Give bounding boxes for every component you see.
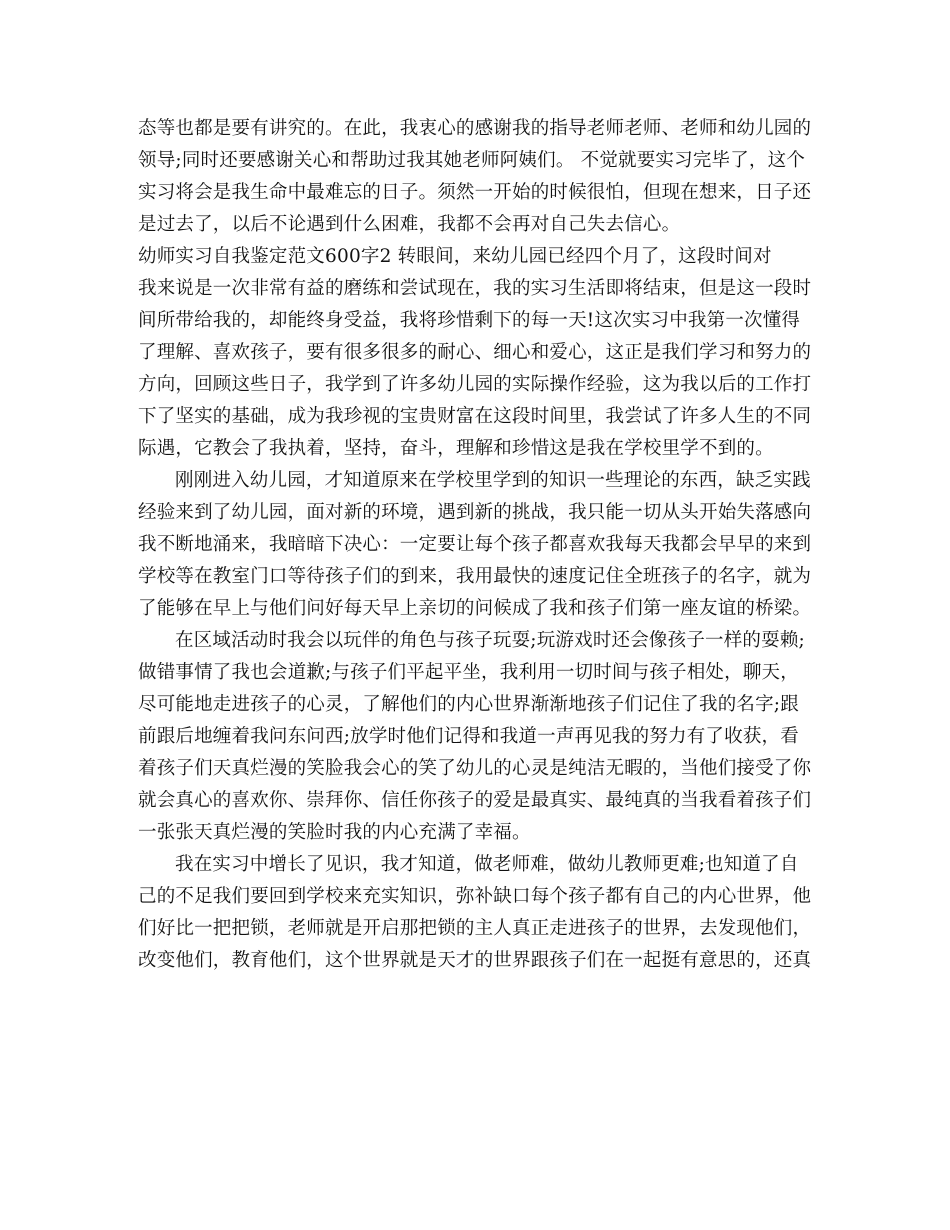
text-line: 己的不足我们要回到学校来充实知识，弥补缺口每个孩子都有自己的内心世界，他 bbox=[138, 886, 812, 907]
text-line: 在区域活动时我会以玩伴的角色与孩子玩耍;玩游戏时还会像孩子一样的耍赖; bbox=[175, 630, 805, 651]
paragraph-5 bbox=[138, 849, 814, 977]
text-line: 了理解、喜欢孩子，要有很多很多的耐心、细心和爱心，这正是我们学习和努力的 bbox=[138, 342, 812, 363]
paragraph-2 bbox=[138, 241, 814, 465]
text-line: 尽可能地走进孩子的心灵，了解他们的内心世界渐渐地孩子们记住了我的名字;跟 bbox=[138, 694, 799, 715]
text-line: 学校等在教室门口等待孩子们的到来，我用最快的速度记住全班孩子的名字，就为 bbox=[138, 566, 812, 587]
text-line: 际遇，它教会了我执着，坚持，奋斗，理解和珍惜这是我在学校里学不到的。 bbox=[138, 438, 774, 459]
text-line: 我不断地涌来，我暗暗下决心：一定要让每个孩子都喜欢我每天我都会早早的来到 bbox=[138, 534, 812, 555]
paragraph-3 bbox=[138, 465, 814, 625]
text-line: 领导;同时还要感谢关心和帮助过我其她老师阿姨们。 不觉就要实习完毕了，这个 bbox=[138, 150, 806, 171]
text-line: 经验来到了幼儿园，面对新的环境，遇到新的挑战，我只能一切从头开始失落感向 bbox=[138, 502, 812, 523]
text-line: 是过去了，以后不论遇到什么困难，我都不会再对自己失去信心。 bbox=[138, 214, 681, 235]
text-line: 着孩子们天真烂漫的笑脸我会心的笑了幼儿的心灵是纯洁无暇的，当他们接受了你 bbox=[138, 758, 812, 779]
text-line: 方向，回顾这些日子，我学到了许多幼儿园的实际操作经验，这为我以后的工作打 bbox=[138, 374, 812, 395]
text-line: 刚刚进入幼儿园，才知道原来在学校里学到的知识一些理论的东西，缺乏实践 bbox=[175, 470, 811, 491]
text-line: 我来说是一次非常有益的磨练和尝试现在，我的实习生活即将结束，但是这一段时 bbox=[138, 278, 812, 299]
text-line: 前跟后地缠着我问东问西;放学时他们记得和我道一声再见我的努力有了收获，看 bbox=[138, 726, 799, 747]
text-line: 们好比一把把锁，老师就是开启那把锁的主人真正走进孩子的世界，去发现他们， bbox=[138, 918, 812, 939]
section-title-line: 幼师实习自我鉴定范文600字2 转眼间，来幼儿园已经四个月了，这段时间对 bbox=[138, 246, 772, 267]
text-line: 态等也都是要有讲究的。在此，我衷心的感谢我的指导老师老师、老师和幼儿园的 bbox=[138, 118, 812, 139]
text-line: 做错事情了我也会道歉;与孩子们平起平坐，我利用一切时间与孩子相处，聊天， bbox=[138, 662, 799, 683]
text-line: 一张张天真烂漫的笑脸时我的内心充满了幸福。 bbox=[138, 822, 531, 843]
document-body bbox=[138, 113, 814, 977]
text-line: 改变他们，教育他们，这个世界就是天才的世界跟孩子们在一起挺有意思的，还真 bbox=[138, 950, 812, 971]
text-line: 我在实习中增长了见识，我才知道，做老师难，做幼儿教师更难;也知道了自 bbox=[175, 854, 799, 875]
text-line: 下了坚实的基础，成为我珍视的宝贵财富在这段时间里，我尝试了许多人生的不同 bbox=[138, 406, 812, 427]
text-line: 间所带给我的，却能终身受益，我将珍惜剩下的每一天!这次实习中我第一次懂得 bbox=[138, 310, 801, 331]
text-line: 实习将会是我生命中最难忘的日子。须然一开始的时候很怕，但现在想来，日子还 bbox=[138, 182, 812, 203]
paragraph-1 bbox=[138, 113, 814, 241]
text-line: 就会真心的喜欢你、崇拜你、信任你孩子的爱是最真实、最纯真的当我看着孩子们 bbox=[138, 790, 812, 811]
text-line: 了能够在早上与他们问好每天早上亲切的问候成了我和孩子们第一座友谊的桥梁。 bbox=[138, 598, 812, 619]
paragraph-4 bbox=[138, 625, 814, 849]
